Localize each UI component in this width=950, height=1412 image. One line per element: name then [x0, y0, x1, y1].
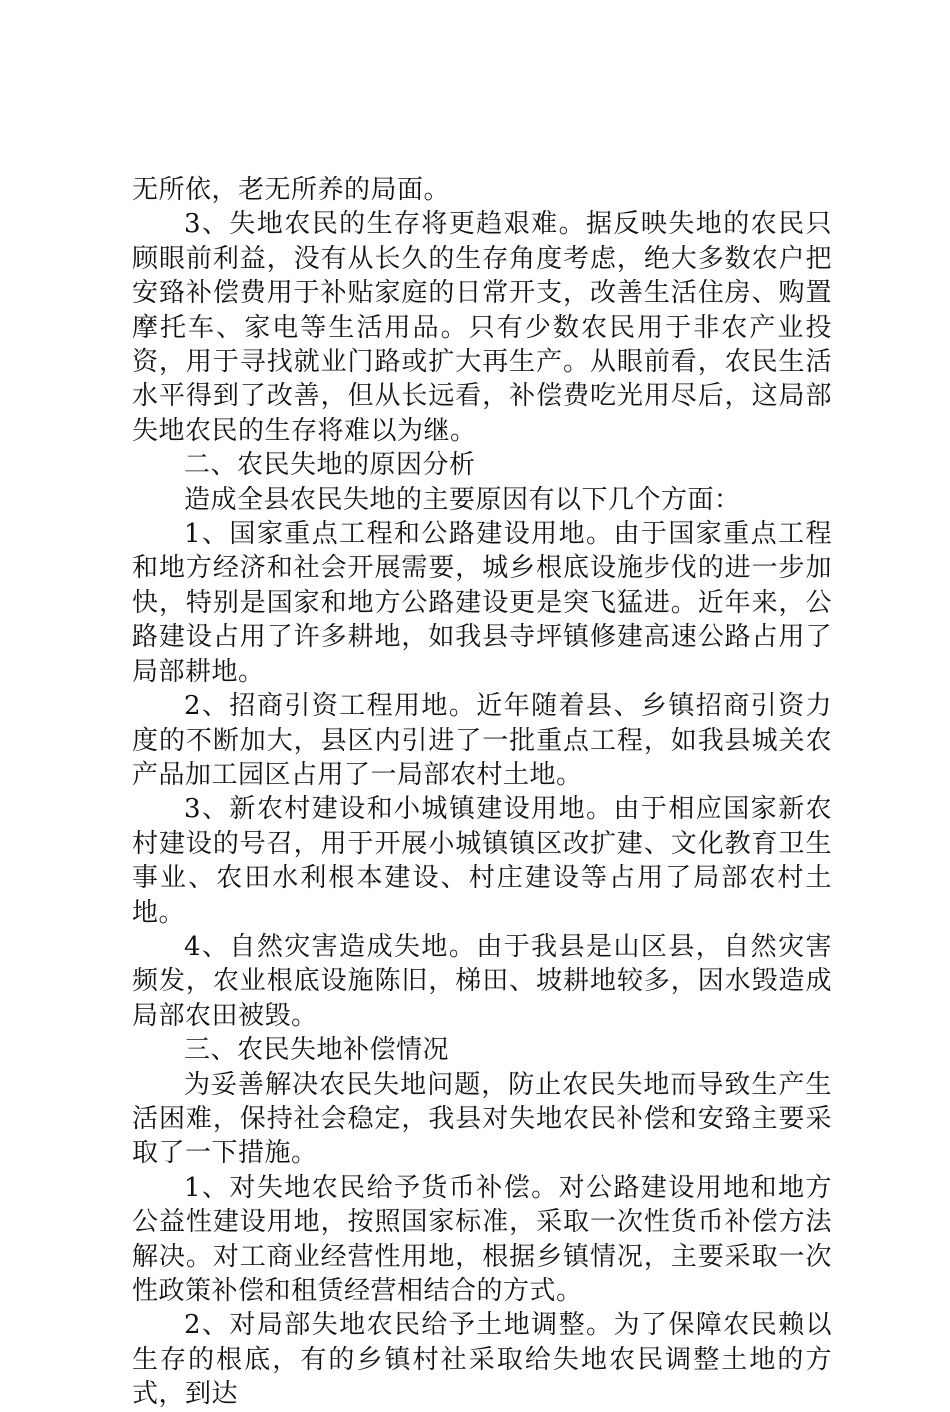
paragraph-intro-compensation: 为妥善解决农民失地问题，防止农民失地而导致生产生活困难，保持社会稳定，我县对失地农民补偿和安臵主要采取了一下措施。	[132, 1069, 832, 1169]
paragraph-measure-2: 2、对局部失地农民给予土地调整。为了保障农民赖以生存的根底，有的乡镇村社采取给失地农民调整土地的方式，到达	[132, 1310, 832, 1410]
paragraph-measure-1: 1、对失地农民给予货币补偿。对公路建设用地和地方公益性建设用地，按照国家标准，采取一次性货币补偿方法解决。对工商业经营性用地，根据乡镇情况，主要采取一次性政策补偿和租赁经营相结合的方式。	[132, 1172, 832, 1306]
paragraph-cause-2: 2、招商引资工程用地。近年随着县、乡镇招商引资力度的不断加大，县区内引进了一批重点工程，如我县城关农产品加工园区占用了一局部农村土地。	[132, 691, 832, 790]
paragraph-cause-4: 4、自然灾害造成失地。由于我县是山区县，自然灾害频发，农业根底设施陈旧，梯田、坡耕地较多，因水毁造成局部农田被毁。	[132, 931, 832, 1031]
paragraph-cause-1: 1、国家重点工程和公路建设用地。由于国家重点工程和地方经济和社会开展需要，城乡根底设施步伐的进一步加快，特别是国家和地方公路建设更是突飞猛进。近年来，公路建设占用了许多耕地，如我县寺坪镇修建高速公路占用了局部耕地。	[132, 519, 832, 687]
paragraph-intro-causes: 造成全县农民失地的主要原因有以下几个方面：	[184, 484, 741, 515]
paragraph-continuation: 无所依，老无所养的局面。	[132, 175, 451, 205]
paragraph-item-3: 3、失地农民的生存将更趋艰难。据反映失地的农民只顾眼前利益，没有从长久的生存角度考虑，绝大多数农户把安臵补偿费用于补贴家庭的日常开支，改善生活住房、购置摩托车、家电等生活用品。只有少数农民用于非农产业投资，用于寻找就业门路或扩大再生产。从眼前看，农民生活水平得到了改善，但从长远看，补偿费吃光用尽后，这局部失地农民的生存将难以为继。	[132, 209, 832, 446]
paragraph-cause-3: 3、新农村建设和小城镇建设用地。由于相应国家新农村建设的号召，用于开展小城镇镇区改扩建、文化教育卫生事业、农田水利根本建设、村庄建设等占用了局部农村土地。	[132, 794, 832, 928]
section-heading-2: 二、农民失地的原因分析	[184, 450, 476, 481]
document-body	[132, 173, 832, 1412]
section-heading-3: 三、农民失地补偿情况	[184, 1035, 450, 1066]
